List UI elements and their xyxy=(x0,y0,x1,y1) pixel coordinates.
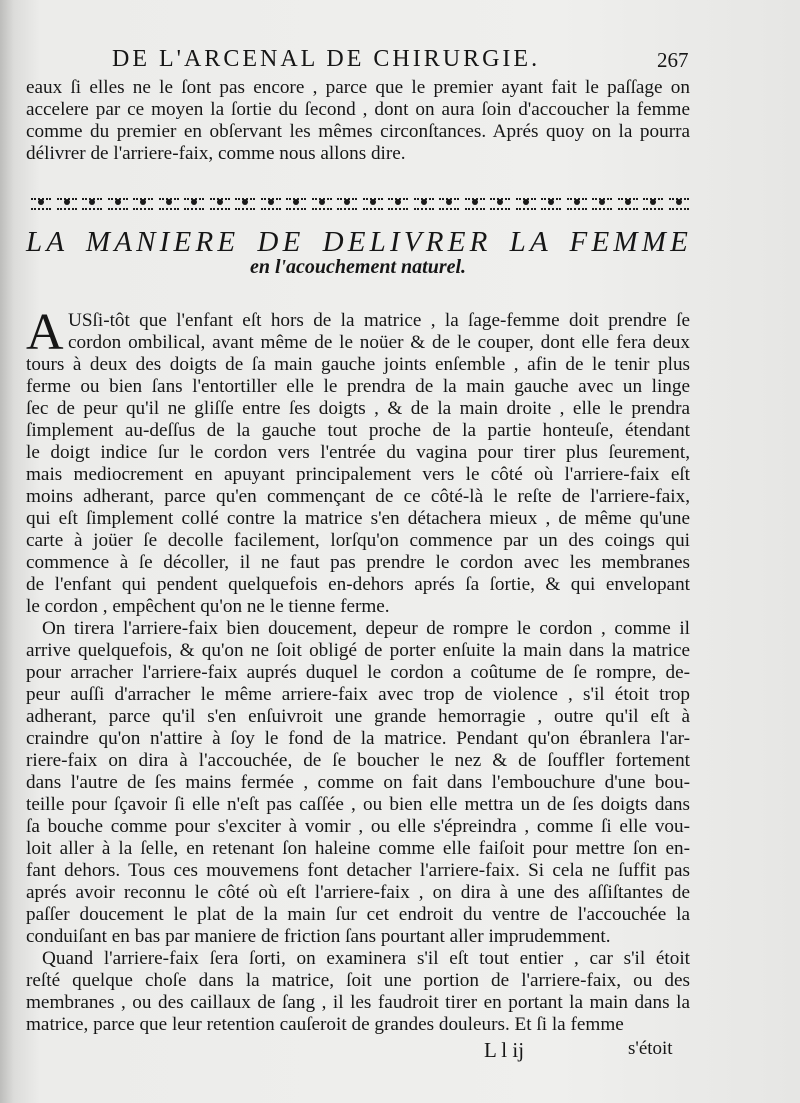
text-line: carte à joüer ſe decolle facilement, lorſqu'on commence par un des coings qui xyxy=(26,530,690,551)
text-line: fant dehors. Tous ces mouvemens font detacher l'arriere-faix. Si cela ne ſuffit pas xyxy=(26,860,690,881)
text-line: dans l'autre de ſes mains fermée , comme on fait dans l'embouchure d'une bou- xyxy=(26,772,690,793)
ornament-motif xyxy=(413,196,435,208)
text-line: reſté quelque choſe dans la matrice, ſoit une portion de l'arriere-faix, ou des xyxy=(26,970,690,991)
text-line: teille pour ſçavoir ſi elle n'eſt pas caſſée , ou bien elle mettra un de ſes doigts dans xyxy=(26,794,690,815)
ornament-motif xyxy=(158,196,180,208)
text-line: USſi-tôt que l'enfant eſt hors de la matrice , la ſage-femme doit prendre ſe xyxy=(68,310,690,331)
text-line: moins adherant, parce qu'en commençant de ce côté-là le reſte de l'arriere-faix, xyxy=(26,486,690,507)
ornament-motif xyxy=(362,196,384,208)
text-line: pour arracher l'arriere-faix auprés duquel le cordon a coûtume de ſe rompre, de- xyxy=(26,662,690,683)
text-line: conduiſant en bas par maniere de friction ſans pourtant aller imprudemment. xyxy=(26,926,611,947)
text-line: loit aller à la ſelle, en retenant ſon haleine comme elle faiſoit pour mettre ſon en- xyxy=(26,838,690,859)
text-line: arrive quelquefois, & qu'on ne ſoit obligé de porter enſuite la main dans la matrice xyxy=(26,640,690,661)
text-line: Quand l'arriere-faix ſera ſorti, on examinera s'il eſt tout entier , car s'il étoit xyxy=(42,948,690,969)
ornament-motif xyxy=(311,196,333,208)
text-line: accelere par ce moyen la ſortie du ſecond , dont on aura ſoin d'accoucher la femme xyxy=(26,99,690,120)
text-line: commence à ſe décoller, il ne faut pas prendre le cordon avec les membranes xyxy=(26,552,690,573)
ornament-motif xyxy=(56,196,78,208)
ornament-motif xyxy=(566,196,588,208)
text-line: comme du premier en obſervant les mêmes circonſtances. Aprés quoy on la pourra xyxy=(26,121,690,142)
ornament-motif xyxy=(438,196,460,208)
running-head xyxy=(0,46,800,76)
ornament-motif xyxy=(285,196,307,208)
text-line: craindre qu'on n'attire à ſoy le fond de la matrice. Pendant qu'on ébranlera l'ar- xyxy=(26,728,690,749)
signature-mark: L l ij xyxy=(484,1038,525,1062)
ornament-motif xyxy=(336,196,358,208)
text-line: ferme ou bien ſans l'entortiller elle le prendra de la main gauche avec un linge xyxy=(26,376,690,397)
text-line: délivrer de l'arriere-faix, comme nous allons dire. xyxy=(26,143,406,164)
ornament-motif xyxy=(132,196,154,208)
text-line: ſec de peur qu'il ne gliſſe entre ſes doigts , & de la main droite , elle le prendra xyxy=(26,398,690,419)
ornament-motif xyxy=(464,196,486,208)
section-title: LA MANIERE DE DELIVRER LA FEMME xyxy=(26,226,692,258)
ornament-motif xyxy=(209,196,231,208)
ornament-motif xyxy=(183,196,205,208)
ornament-motif xyxy=(234,196,256,208)
text-line: membranes , ou des caillaux de ſang , il les faudroit tirer en portant la main dans la xyxy=(26,992,690,1013)
text-line: mais mediocrement en apuyant principalement vers le côté où l'arriere-faix eſt xyxy=(26,464,690,485)
ornament-motif xyxy=(30,196,52,208)
ornament-motif xyxy=(617,196,639,208)
text-line: matrice, parce que leur retention cauſeroit de grandes douleurs. Et ſi la femme xyxy=(26,1014,624,1035)
text-line: eaux ſi elles ne le ſont pas encore , parce que le premier ayant fait le paſſage on xyxy=(26,77,690,98)
ornament-motif xyxy=(540,196,562,208)
ornament-motif xyxy=(81,196,103,208)
intro-paragraph xyxy=(26,77,690,165)
text-line: paſſer doucement le plat de la main ſur cet endroit du ventre de l'accouchée la xyxy=(26,904,690,925)
text-line: ſimplement au-deſſus de la gauche tout proche de la partie honteuſe, étendant xyxy=(26,420,690,441)
text-line: On tirera l'arriere-faix bien doucement, depeur de rompre le cordon , comme il xyxy=(42,618,690,639)
text-line: le cordon , empêchent qu'on ne le tienne ferme. xyxy=(26,596,390,617)
text-line: adherant, parce qu'il s'en enſuivroit une grande hemorragie , outre qu'il eſt à xyxy=(26,706,690,727)
ornament-motif xyxy=(668,196,690,208)
text-line: ſa bouche comme pour s'exciter à vomir , ou elle s'épreindra , comme ſi elle vou- xyxy=(26,816,690,837)
running-title: DE L'ARCENAL DE CHIRURGIE. xyxy=(112,46,541,72)
ornament-motif xyxy=(387,196,409,208)
main-text xyxy=(26,304,690,1036)
text-line: qui eſt ſimplement collé contre la matrice s'en détachera mieux , de même qu'une xyxy=(26,508,690,529)
text-line: le doigt indice ſur le cordon vers l'entrée du vagina pour tirer plus ſeurement, xyxy=(26,442,690,463)
page-footer xyxy=(0,1038,800,1062)
text-line: tours à deux des doigts de ſa main gauche joints enſemble , afin de le tenir plus xyxy=(26,354,690,375)
text-line: cordon ombilical, avant même de le noüer & de le couper, dont elle fera deux xyxy=(68,332,690,353)
text-line: riere-faix on dira à l'accouchée, de ſe boucher le nez & de ſouffler fortement xyxy=(26,750,690,771)
text-line: aprés avoir reconnu le côté où eſt l'arriere-faix , on dira à une des aſſiſtantes de xyxy=(26,882,690,903)
ornament-motif xyxy=(260,196,282,208)
ornament-motif xyxy=(489,196,511,208)
section-subtitle: en l'acouchement naturel. xyxy=(249,256,467,278)
ornamental-rule xyxy=(30,192,690,212)
ornament-motif xyxy=(591,196,613,208)
drop-cap: A xyxy=(26,304,64,361)
ornament-motif xyxy=(515,196,537,208)
text-line: de l'enfant qui pendent quelquefois en-dehors aprés ſa ſortie, & qui envelopant xyxy=(26,574,690,595)
catchword: s'étoit xyxy=(628,1038,673,1059)
ornament-motif xyxy=(107,196,129,208)
ornament-motif xyxy=(642,196,664,208)
page-number: 267 xyxy=(657,48,689,72)
text-line: peur auſſi d'arracher le même arriere-faix avec trop de violence , s'il étoit trop xyxy=(26,684,690,705)
